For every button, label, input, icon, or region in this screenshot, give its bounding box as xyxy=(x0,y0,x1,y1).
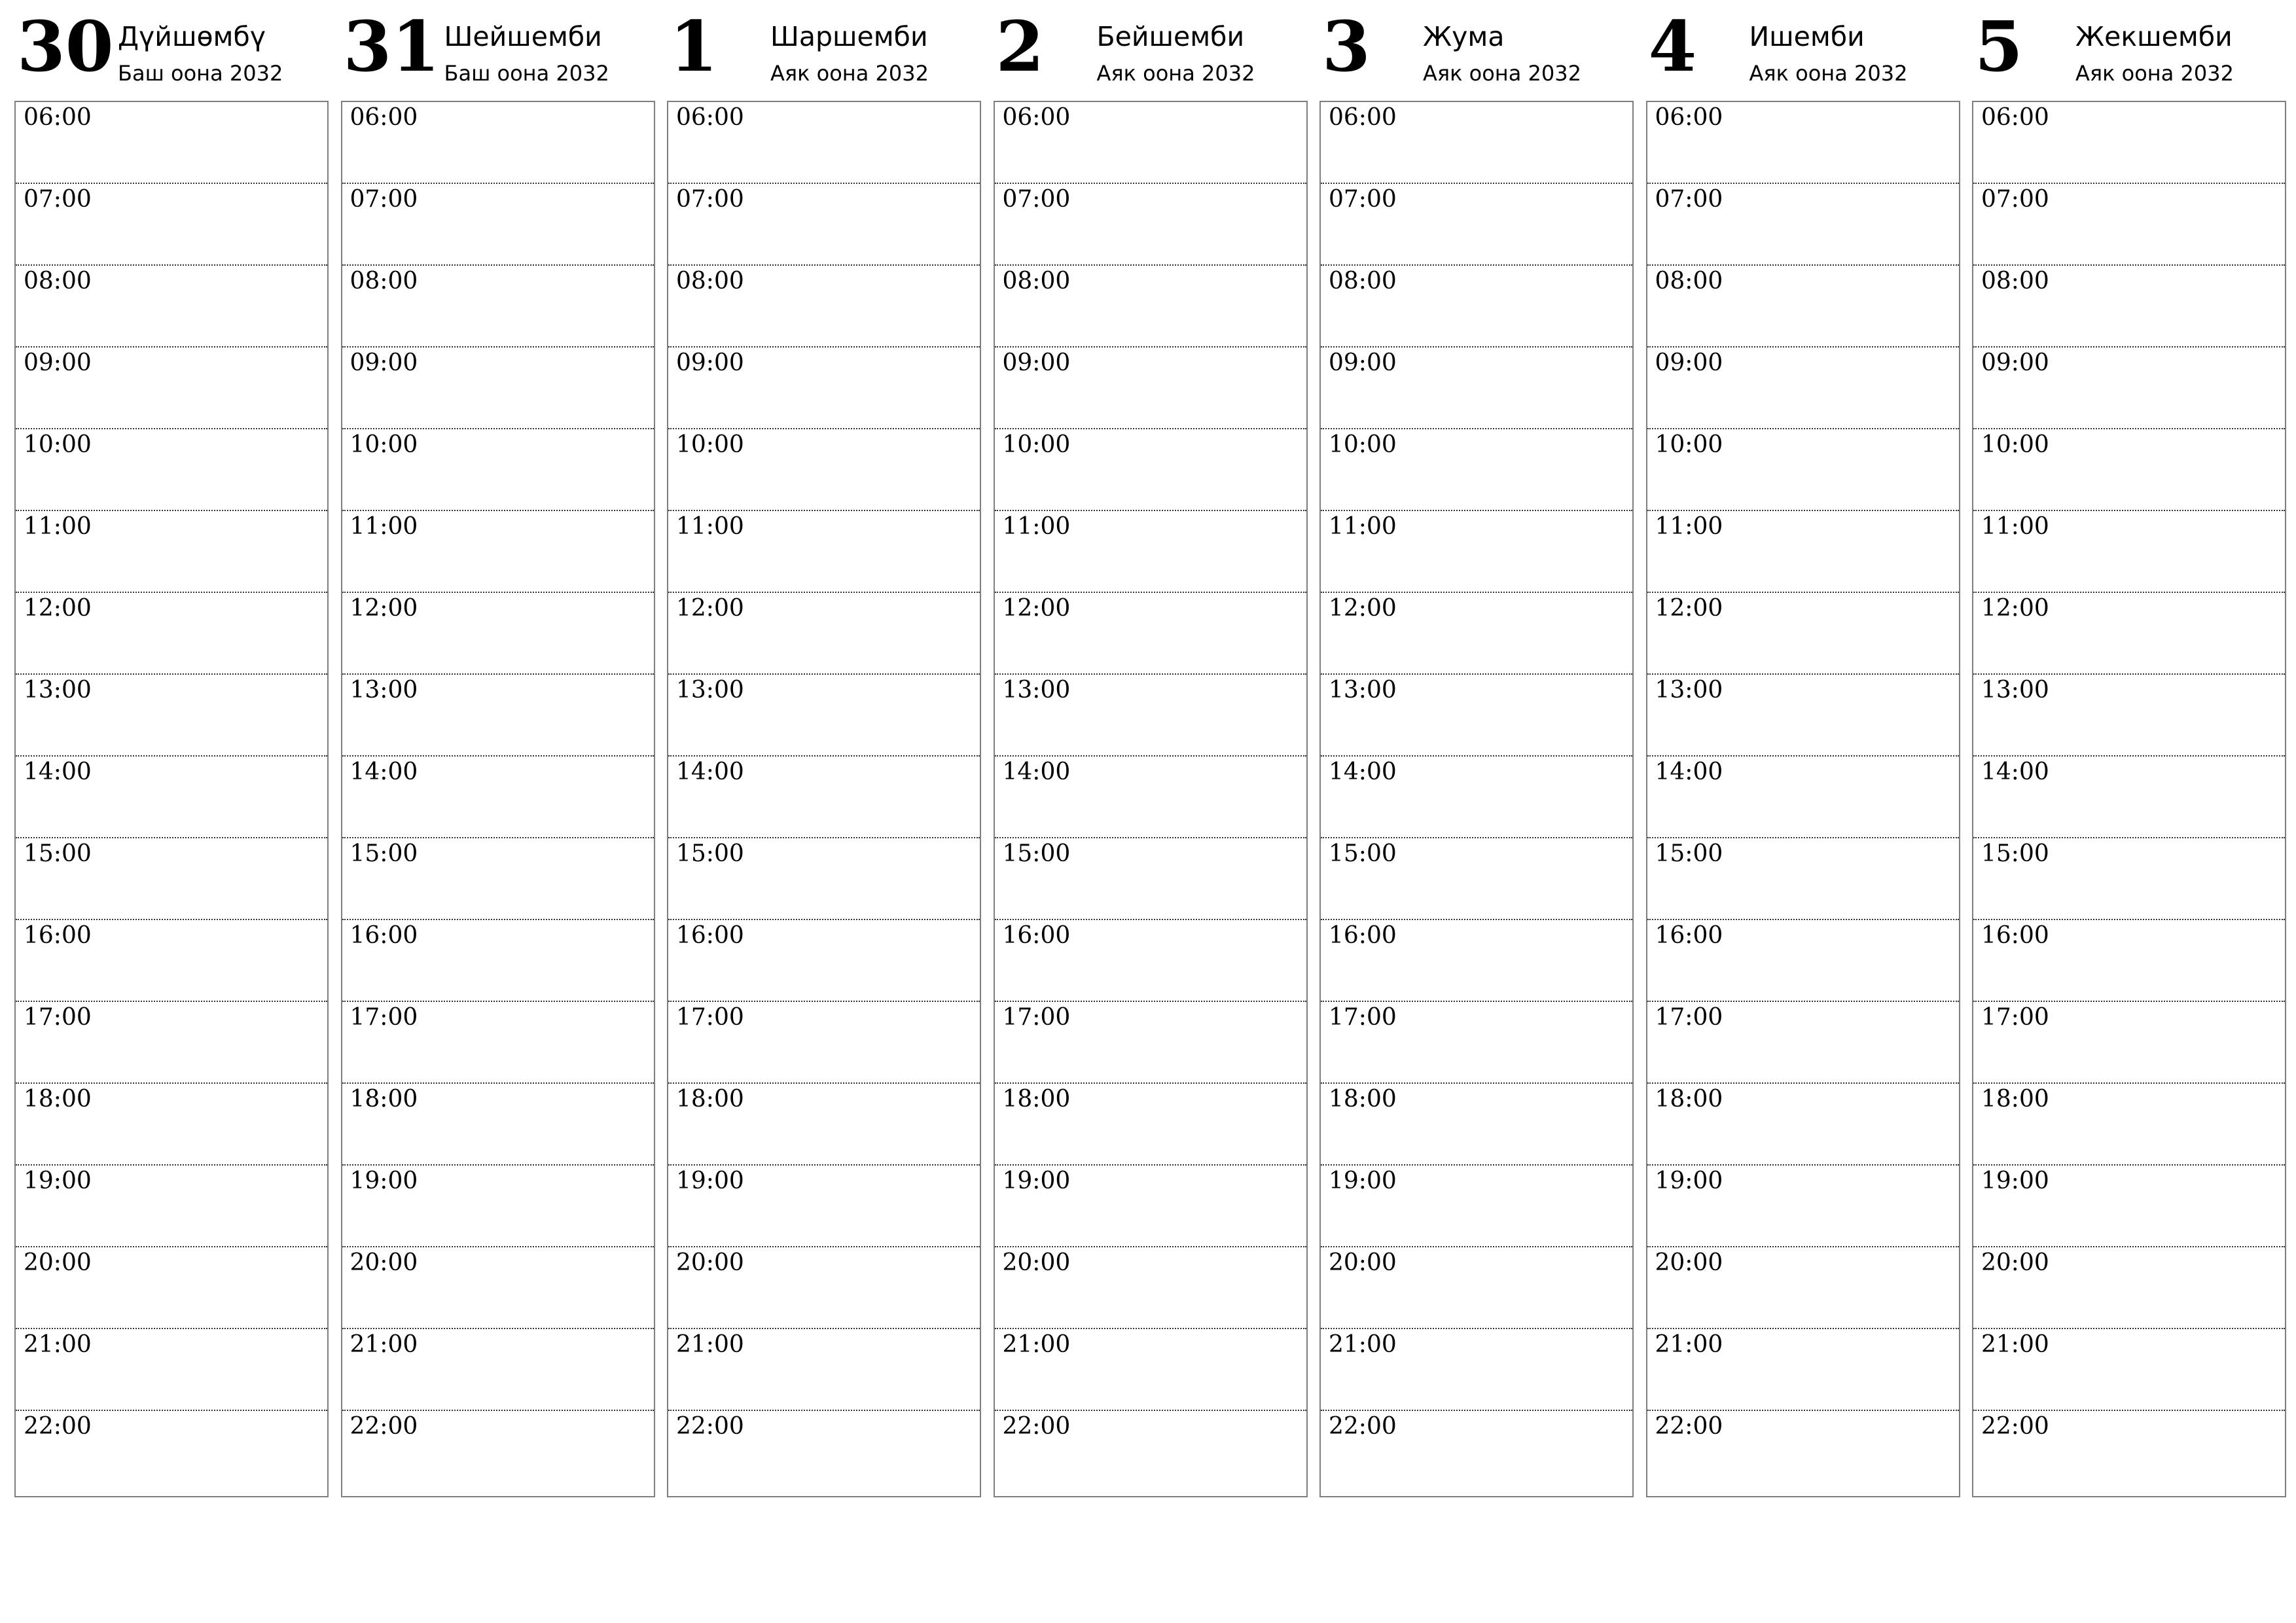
time-label: 17:00 xyxy=(1329,1004,1397,1031)
time-slot[interactable] xyxy=(995,1247,1306,1329)
time-label: 19:00 xyxy=(24,1168,92,1194)
time-label: 12:00 xyxy=(1002,595,1071,622)
time-label: 21:00 xyxy=(1981,1331,2049,1358)
time-label: 08:00 xyxy=(676,268,744,294)
month-year: Аяк оона 2032 xyxy=(770,61,929,86)
day-schedule-box xyxy=(341,101,655,1497)
time-slot[interactable] xyxy=(1647,184,1959,266)
day-header xyxy=(667,0,981,99)
time-label: 22:00 xyxy=(1329,1413,1397,1440)
time-slot[interactable] xyxy=(16,757,327,838)
time-label: 17:00 xyxy=(350,1004,418,1031)
time-label: 17:00 xyxy=(1655,1004,1723,1031)
time-label: 22:00 xyxy=(676,1413,744,1440)
time-slot[interactable] xyxy=(1321,757,1632,838)
time-slot[interactable] xyxy=(1973,1084,2285,1166)
day-number: 31 xyxy=(343,5,440,87)
time-label: 16:00 xyxy=(1981,922,2049,949)
time-slot[interactable] xyxy=(1647,675,1959,757)
time-label: 07:00 xyxy=(1655,186,1723,213)
day-schedule-box xyxy=(994,101,1308,1497)
time-label: 09:00 xyxy=(676,349,744,376)
time-label: 19:00 xyxy=(1981,1168,2049,1194)
time-label: 07:00 xyxy=(676,186,744,213)
time-label: 09:00 xyxy=(24,349,92,376)
time-slot[interactable] xyxy=(1321,1329,1632,1411)
time-label: 07:00 xyxy=(1981,186,2049,213)
time-label: 19:00 xyxy=(1329,1168,1397,1194)
time-slot[interactable] xyxy=(1973,838,2285,920)
time-label: 21:00 xyxy=(1329,1331,1397,1358)
time-slot[interactable] xyxy=(995,348,1306,429)
time-slot[interactable] xyxy=(1321,838,1632,920)
time-slot[interactable] xyxy=(1647,429,1959,511)
month-year: Аяк оона 2032 xyxy=(2075,61,2234,86)
time-slot[interactable] xyxy=(995,1329,1306,1411)
time-label: 08:00 xyxy=(1329,268,1397,294)
time-label: 22:00 xyxy=(1655,1413,1723,1440)
time-label: 07:00 xyxy=(1329,186,1397,213)
time-slot[interactable] xyxy=(1973,184,2285,266)
time-slot[interactable] xyxy=(668,511,980,593)
time-slot[interactable] xyxy=(1973,348,2285,429)
time-slot[interactable] xyxy=(1321,1247,1632,1329)
day-header xyxy=(341,0,655,99)
time-label: 11:00 xyxy=(1981,513,2049,540)
month-year: Аяк оона 2032 xyxy=(1096,61,1255,86)
time-slot[interactable] xyxy=(1321,102,1632,184)
time-label: 15:00 xyxy=(350,840,418,867)
weekday-name: Шаршемби xyxy=(770,21,928,52)
time-label: 19:00 xyxy=(676,1168,744,1194)
time-slot[interactable] xyxy=(1647,102,1959,184)
time-label: 22:00 xyxy=(24,1413,92,1440)
day-schedule-box xyxy=(1319,101,1634,1497)
time-label: 09:00 xyxy=(1655,349,1723,376)
time-slot[interactable] xyxy=(16,184,327,266)
time-label: 20:00 xyxy=(1329,1249,1397,1276)
time-slot[interactable] xyxy=(1321,429,1632,511)
time-slot[interactable] xyxy=(1647,920,1959,1002)
weekday-name: Бейшемби xyxy=(1096,21,1245,52)
time-label: 09:00 xyxy=(1002,349,1071,376)
time-label: 14:00 xyxy=(350,758,418,785)
time-slot[interactable] xyxy=(1973,1247,2285,1329)
time-slot[interactable] xyxy=(1973,266,2285,348)
time-slot[interactable] xyxy=(342,266,654,348)
time-label: 13:00 xyxy=(676,677,744,704)
time-slot[interactable] xyxy=(16,511,327,593)
time-label: 09:00 xyxy=(1329,349,1397,376)
time-slot[interactable] xyxy=(1321,1084,1632,1166)
time-slot[interactable] xyxy=(342,838,654,920)
time-label: 17:00 xyxy=(1981,1004,2049,1031)
time-slot[interactable] xyxy=(342,920,654,1002)
time-label: 21:00 xyxy=(350,1331,418,1358)
time-slot[interactable] xyxy=(668,184,980,266)
time-label: 21:00 xyxy=(676,1331,744,1358)
day-schedule-box xyxy=(14,101,329,1497)
time-slot[interactable] xyxy=(16,1411,327,1493)
time-slot[interactable] xyxy=(995,920,1306,1002)
day-header xyxy=(1319,0,1634,99)
day-schedule-box xyxy=(667,101,981,1497)
time-slot[interactable] xyxy=(1647,511,1959,593)
day-number: 30 xyxy=(17,5,114,87)
time-label: 22:00 xyxy=(1981,1413,2049,1440)
time-slot[interactable] xyxy=(1647,1166,1959,1247)
time-slot[interactable] xyxy=(16,102,327,184)
time-slot[interactable] xyxy=(668,266,980,348)
time-slot[interactable] xyxy=(16,1166,327,1247)
time-slot[interactable] xyxy=(668,1411,980,1493)
time-slot[interactable] xyxy=(1647,838,1959,920)
time-label: 10:00 xyxy=(1655,431,1723,458)
time-label: 13:00 xyxy=(1655,677,1723,704)
time-slot[interactable] xyxy=(16,838,327,920)
time-label: 20:00 xyxy=(350,1249,418,1276)
time-slot[interactable] xyxy=(995,266,1306,348)
time-slot[interactable] xyxy=(668,1329,980,1411)
time-label: 20:00 xyxy=(1655,1249,1723,1276)
time-slot[interactable] xyxy=(342,1247,654,1329)
time-slot[interactable] xyxy=(342,757,654,838)
time-slot[interactable] xyxy=(995,1002,1306,1084)
time-label: 11:00 xyxy=(24,513,92,540)
time-label: 22:00 xyxy=(350,1413,418,1440)
time-slot[interactable] xyxy=(16,920,327,1002)
time-label: 14:00 xyxy=(24,758,92,785)
time-label: 18:00 xyxy=(350,1086,418,1113)
time-label: 12:00 xyxy=(1655,595,1723,622)
time-label: 17:00 xyxy=(676,1004,744,1031)
time-label: 13:00 xyxy=(24,677,92,704)
time-slot[interactable] xyxy=(668,1084,980,1166)
time-slot[interactable] xyxy=(1321,348,1632,429)
time-label: 14:00 xyxy=(1329,758,1397,785)
month-year: Аяк оона 2032 xyxy=(1423,61,1581,86)
time-slot[interactable] xyxy=(995,1411,1306,1493)
time-slot[interactable] xyxy=(342,675,654,757)
time-label: 16:00 xyxy=(676,922,744,949)
time-label: 08:00 xyxy=(1655,268,1723,294)
time-label: 11:00 xyxy=(676,513,744,540)
time-slot[interactable] xyxy=(1321,184,1632,266)
time-slot[interactable] xyxy=(1647,1247,1959,1329)
time-label: 19:00 xyxy=(1655,1168,1723,1194)
time-slot[interactable] xyxy=(16,1247,327,1329)
time-label: 17:00 xyxy=(1002,1004,1071,1031)
day-number: 4 xyxy=(1648,5,1697,87)
time-label: 08:00 xyxy=(1002,268,1071,294)
time-slot[interactable] xyxy=(1973,675,2285,757)
time-slot[interactable] xyxy=(995,429,1306,511)
time-slot[interactable] xyxy=(1321,1002,1632,1084)
time-label: 17:00 xyxy=(24,1004,92,1031)
day-number: 5 xyxy=(1975,5,2023,87)
time-label: 13:00 xyxy=(1002,677,1071,704)
time-slot[interactable] xyxy=(1321,675,1632,757)
time-slot[interactable] xyxy=(342,102,654,184)
time-label: 06:00 xyxy=(1981,104,2049,131)
weekday-name: Ишемби xyxy=(1749,21,1865,52)
day-number: 2 xyxy=(996,5,1045,87)
time-label: 21:00 xyxy=(24,1331,92,1358)
time-slot[interactable] xyxy=(1321,511,1632,593)
day-number: 3 xyxy=(1322,5,1371,87)
time-slot[interactable] xyxy=(668,1002,980,1084)
day-schedule-box xyxy=(1646,101,1960,1497)
time-slot[interactable] xyxy=(1321,1166,1632,1247)
time-label: 14:00 xyxy=(676,758,744,785)
time-slot[interactable] xyxy=(668,675,980,757)
time-slot[interactable] xyxy=(342,1411,654,1493)
time-label: 15:00 xyxy=(24,840,92,867)
time-label: 11:00 xyxy=(350,513,418,540)
time-label: 06:00 xyxy=(350,104,418,131)
time-label: 10:00 xyxy=(1981,431,2049,458)
time-slot[interactable] xyxy=(16,675,327,757)
day-header xyxy=(1972,0,2286,99)
time-slot[interactable] xyxy=(1321,266,1632,348)
time-label: 12:00 xyxy=(1329,595,1397,622)
day-header xyxy=(14,0,329,99)
time-slot[interactable] xyxy=(1321,593,1632,675)
time-slot[interactable] xyxy=(16,1002,327,1084)
time-slot[interactable] xyxy=(342,511,654,593)
time-label: 13:00 xyxy=(350,677,418,704)
time-label: 15:00 xyxy=(1981,840,2049,867)
time-label: 08:00 xyxy=(1981,268,2049,294)
day-schedule-box xyxy=(1972,101,2286,1497)
time-label: 22:00 xyxy=(1002,1413,1071,1440)
time-label: 07:00 xyxy=(350,186,418,213)
day-number: 1 xyxy=(670,5,718,87)
time-label: 13:00 xyxy=(1981,677,2049,704)
time-slot[interactable] xyxy=(668,102,980,184)
time-slot[interactable] xyxy=(668,593,980,675)
time-slot[interactable] xyxy=(342,1002,654,1084)
time-label: 13:00 xyxy=(1329,677,1397,704)
time-label: 19:00 xyxy=(350,1168,418,1194)
time-label: 06:00 xyxy=(24,104,92,131)
time-label: 18:00 xyxy=(1329,1086,1397,1113)
time-slot[interactable] xyxy=(1647,1411,1959,1493)
time-slot[interactable] xyxy=(342,1084,654,1166)
time-slot[interactable] xyxy=(1973,757,2285,838)
time-slot[interactable] xyxy=(16,1329,327,1411)
time-label: 06:00 xyxy=(1002,104,1071,131)
time-slot[interactable] xyxy=(995,757,1306,838)
weekday-name: Жекшемби xyxy=(2075,21,2233,52)
time-slot[interactable] xyxy=(995,1084,1306,1166)
time-label: 09:00 xyxy=(1981,349,2049,376)
time-label: 12:00 xyxy=(1981,595,2049,622)
time-label: 15:00 xyxy=(676,840,744,867)
time-label: 16:00 xyxy=(24,922,92,949)
time-label: 12:00 xyxy=(676,595,744,622)
time-label: 20:00 xyxy=(1981,1249,2049,1276)
time-slot[interactable] xyxy=(1647,593,1959,675)
time-label: 07:00 xyxy=(24,186,92,213)
time-label: 18:00 xyxy=(1655,1086,1723,1113)
time-label: 08:00 xyxy=(24,268,92,294)
time-label: 10:00 xyxy=(350,431,418,458)
time-slot[interactable] xyxy=(668,920,980,1002)
time-slot[interactable] xyxy=(16,266,327,348)
time-slot[interactable] xyxy=(995,675,1306,757)
time-slot[interactable] xyxy=(1647,757,1959,838)
time-label: 07:00 xyxy=(1002,186,1071,213)
time-slot[interactable] xyxy=(995,1166,1306,1247)
time-label: 16:00 xyxy=(1329,922,1397,949)
time-label: 06:00 xyxy=(1329,104,1397,131)
time-slot[interactable] xyxy=(1973,429,2285,511)
time-slot[interactable] xyxy=(1973,1411,2285,1493)
time-label: 06:00 xyxy=(1655,104,1723,131)
time-slot[interactable] xyxy=(1321,920,1632,1002)
time-slot[interactable] xyxy=(668,348,980,429)
time-slot[interactable] xyxy=(1647,266,1959,348)
time-slot[interactable] xyxy=(995,184,1306,266)
time-slot[interactable] xyxy=(342,1166,654,1247)
time-slot[interactable] xyxy=(668,838,980,920)
time-slot[interactable] xyxy=(1321,1411,1632,1493)
time-slot[interactable] xyxy=(1647,1002,1959,1084)
time-label: 18:00 xyxy=(1002,1086,1071,1113)
time-label: 18:00 xyxy=(676,1086,744,1113)
time-slot[interactable] xyxy=(342,348,654,429)
time-label: 16:00 xyxy=(350,922,418,949)
time-slot[interactable] xyxy=(342,429,654,511)
day-header xyxy=(1646,0,1960,99)
time-label: 11:00 xyxy=(1655,513,1723,540)
weekday-name: Дүйшөмбү xyxy=(118,21,266,52)
time-label: 14:00 xyxy=(1002,758,1071,785)
time-slot[interactable] xyxy=(1973,1002,2285,1084)
time-slot[interactable] xyxy=(1973,1329,2285,1411)
time-slot[interactable] xyxy=(16,429,327,511)
time-label: 11:00 xyxy=(1329,513,1397,540)
time-label: 21:00 xyxy=(1655,1331,1723,1358)
time-label: 09:00 xyxy=(350,349,418,376)
time-label: 12:00 xyxy=(24,595,92,622)
month-year: Баш оона 2032 xyxy=(444,61,609,86)
time-label: 18:00 xyxy=(1981,1086,2049,1113)
time-label: 14:00 xyxy=(1655,758,1723,785)
time-label: 14:00 xyxy=(1981,758,2049,785)
time-slot[interactable] xyxy=(668,1247,980,1329)
time-slot[interactable] xyxy=(995,511,1306,593)
time-slot[interactable] xyxy=(16,1084,327,1166)
time-slot[interactable] xyxy=(995,102,1306,184)
weekday-name: Шейшемби xyxy=(444,21,602,52)
time-slot[interactable] xyxy=(995,593,1306,675)
time-label: 16:00 xyxy=(1002,922,1071,949)
time-label: 21:00 xyxy=(1002,1331,1071,1358)
time-slot[interactable] xyxy=(16,593,327,675)
time-slot[interactable] xyxy=(1973,511,2285,593)
day-header xyxy=(994,0,1308,99)
month-year: Баш оона 2032 xyxy=(118,61,283,86)
time-label: 15:00 xyxy=(1329,840,1397,867)
time-slot[interactable] xyxy=(342,593,654,675)
time-label: 10:00 xyxy=(1002,431,1071,458)
time-label: 10:00 xyxy=(24,431,92,458)
weekday-name: Жума xyxy=(1423,21,1505,52)
time-slot[interactable] xyxy=(1973,102,2285,184)
time-label: 08:00 xyxy=(350,268,418,294)
time-slot[interactable] xyxy=(668,757,980,838)
time-label: 15:00 xyxy=(1655,840,1723,867)
time-slot[interactable] xyxy=(1973,920,2285,1002)
time-slot[interactable] xyxy=(1973,1166,2285,1247)
time-label: 10:00 xyxy=(676,431,744,458)
time-slot[interactable] xyxy=(1973,593,2285,675)
time-label: 15:00 xyxy=(1002,840,1071,867)
time-slot[interactable] xyxy=(668,1166,980,1247)
time-label: 12:00 xyxy=(350,595,418,622)
time-slot[interactable] xyxy=(1647,1329,1959,1411)
time-slot[interactable] xyxy=(1647,1084,1959,1166)
time-label: 20:00 xyxy=(1002,1249,1071,1276)
time-label: 10:00 xyxy=(1329,431,1397,458)
time-label: 11:00 xyxy=(1002,513,1071,540)
time-slot[interactable] xyxy=(1647,348,1959,429)
time-label: 20:00 xyxy=(24,1249,92,1276)
time-label: 18:00 xyxy=(24,1086,92,1113)
time-slot[interactable] xyxy=(16,348,327,429)
month-year: Аяк оона 2032 xyxy=(1749,61,1908,86)
time-slot[interactable] xyxy=(668,429,980,511)
time-label: 19:00 xyxy=(1002,1168,1071,1194)
time-slot[interactable] xyxy=(995,838,1306,920)
time-slot[interactable] xyxy=(342,184,654,266)
time-label: 06:00 xyxy=(676,104,744,131)
time-slot[interactable] xyxy=(342,1329,654,1411)
time-label: 20:00 xyxy=(676,1249,744,1276)
time-label: 16:00 xyxy=(1655,922,1723,949)
